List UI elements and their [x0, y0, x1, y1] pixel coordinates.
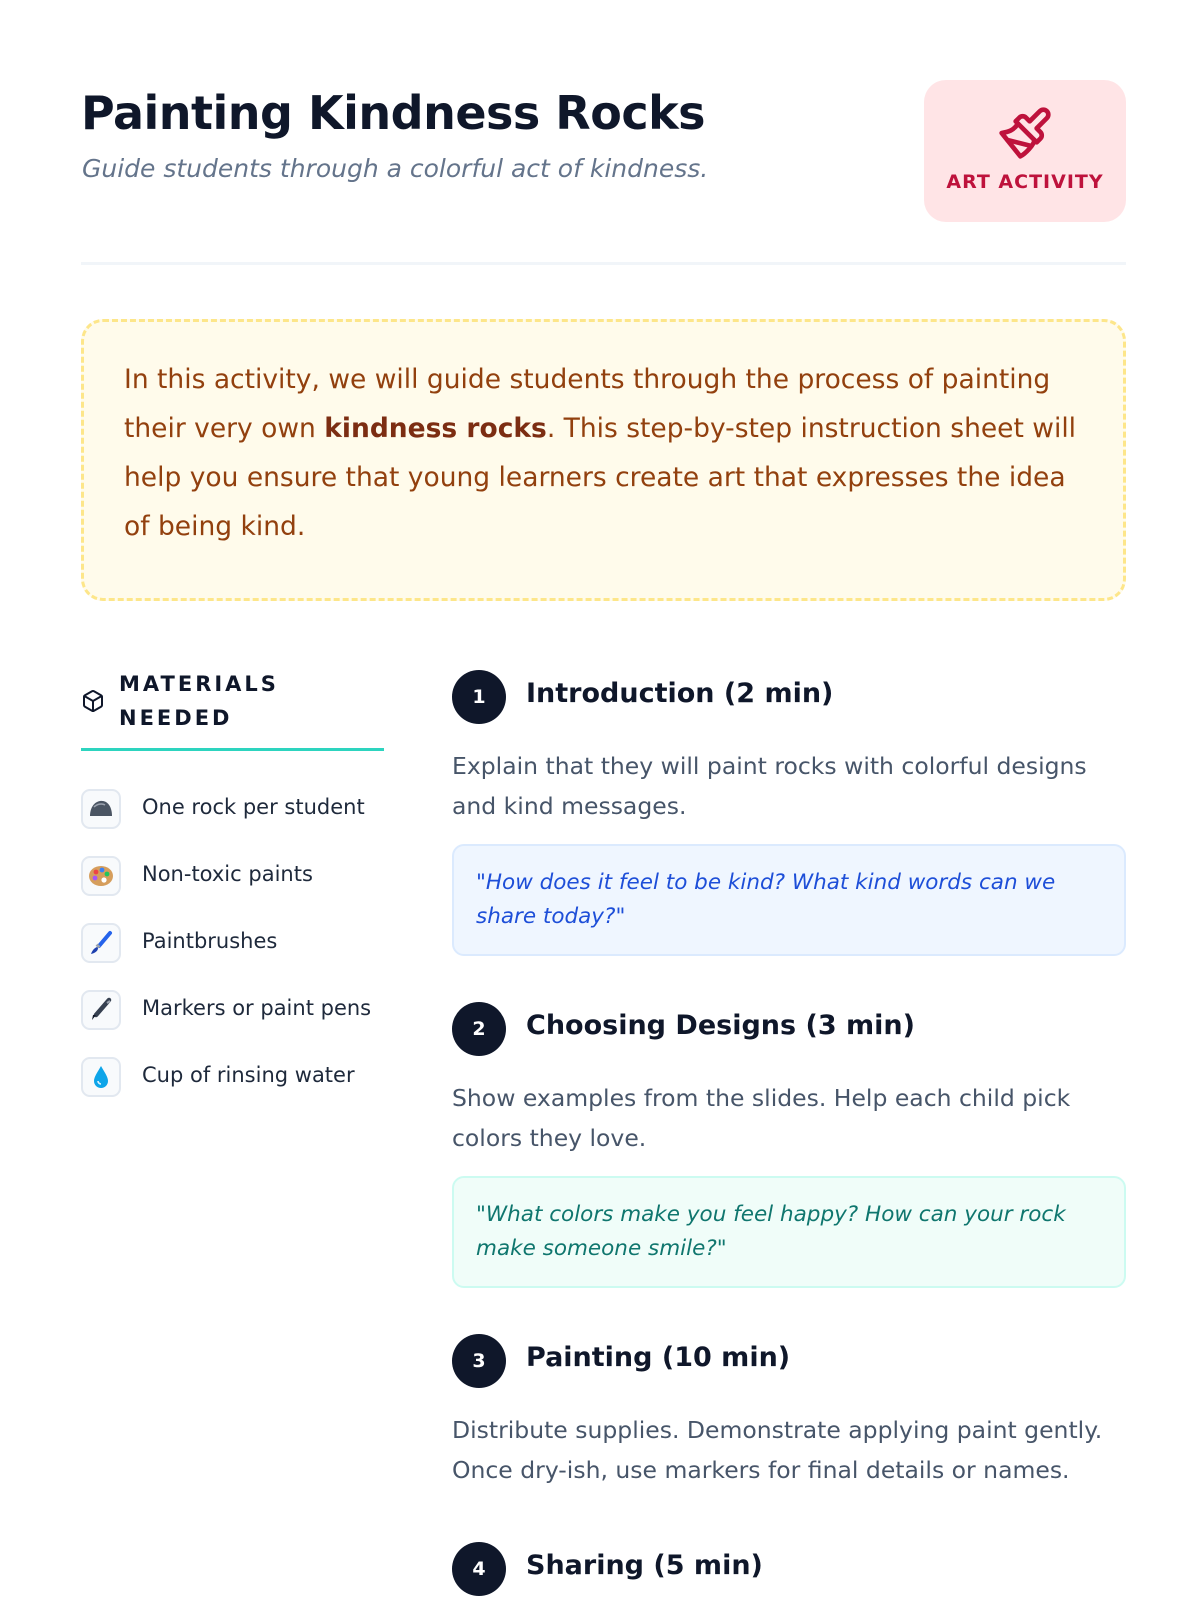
step-description: Distribute supplies. Demonstrate applying paint gently. Once dry-ish, use markers for final details or names. — [452, 1416, 1103, 1484]
badge-label: ART ACTIVITY — [946, 171, 1104, 193]
intro-text: In this activity, we will guide students through the process of painting their very own kindness rocks. This step-by-step instruction sheet will help you ensure that young learners create art that expresses the idea of being kind. — [124, 364, 1077, 542]
material-item-water — [81, 1057, 384, 1124]
page-title: Painting Kindness Rocks — [81, 86, 706, 140]
step-item — [452, 1002, 1126, 1288]
step-description: Show examples from the slides. Help each child pick colors they love. — [452, 1084, 1071, 1152]
header — [81, 80, 1126, 222]
step-item — [452, 1334, 1126, 1490]
material-label: Non-toxic paints — [142, 862, 313, 886]
materials-header — [81, 665, 384, 751]
header-divider — [81, 262, 1126, 265]
step-header — [452, 1334, 1126, 1389]
intro-callout — [81, 319, 1126, 601]
step-title: Introduction (2 min) — [526, 678, 834, 709]
step-title: Choosing Designs (3 min) — [526, 1010, 915, 1041]
material-label: Cup of rinsing water — [142, 1063, 355, 1087]
box-icon — [81, 689, 105, 713]
materials-list — [81, 789, 384, 1124]
step-header — [452, 1002, 1126, 1057]
step-number-badge: 2 — [452, 1002, 506, 1056]
page-subtitle: Guide students through a colorful act of kindness. — [82, 154, 709, 183]
material-item-rock — [81, 789, 384, 856]
rock-icon — [81, 789, 121, 829]
activity-badge — [924, 80, 1126, 222]
step-description: Explain that they will paint rocks with colorful designs and kind messages. — [452, 752, 1087, 820]
paintbrush-icon — [997, 105, 1053, 161]
material-item-paintbrushes — [81, 923, 384, 990]
intro-emphasis: kindness rocks — [324, 413, 547, 444]
step-number-badge: 4 — [452, 1542, 506, 1596]
materials-title: MATERIALS NEEDED — [119, 672, 279, 730]
material-label: Paintbrushes — [142, 929, 278, 953]
water-drop-icon — [81, 1057, 121, 1097]
step-header — [452, 670, 1126, 725]
palette-icon — [81, 856, 121, 896]
step-prompt-quote: "How does it feel to be kind? What kind words can we share today?" — [452, 844, 1126, 956]
material-label: One rock per student — [142, 795, 365, 819]
step-prompt-quote: "What colors make you feel happy? How can your rock make someone smile?" — [452, 1176, 1126, 1288]
paintbrush-emoji-icon — [81, 923, 121, 963]
step-header — [452, 1542, 1126, 1597]
material-item-markers — [81, 990, 384, 1057]
step-number-badge: 3 — [452, 1334, 506, 1388]
pen-icon — [81, 990, 121, 1030]
step-title: Painting (10 min) — [526, 1342, 791, 1373]
step-title: Sharing (5 min) — [526, 1550, 763, 1581]
step-item — [452, 670, 1126, 956]
step-item — [452, 1542, 1126, 1597]
material-item-paints — [81, 856, 384, 923]
material-label: Markers or paint pens — [142, 996, 372, 1020]
materials-panel — [81, 665, 384, 1124]
step-number-badge: 1 — [452, 670, 506, 724]
